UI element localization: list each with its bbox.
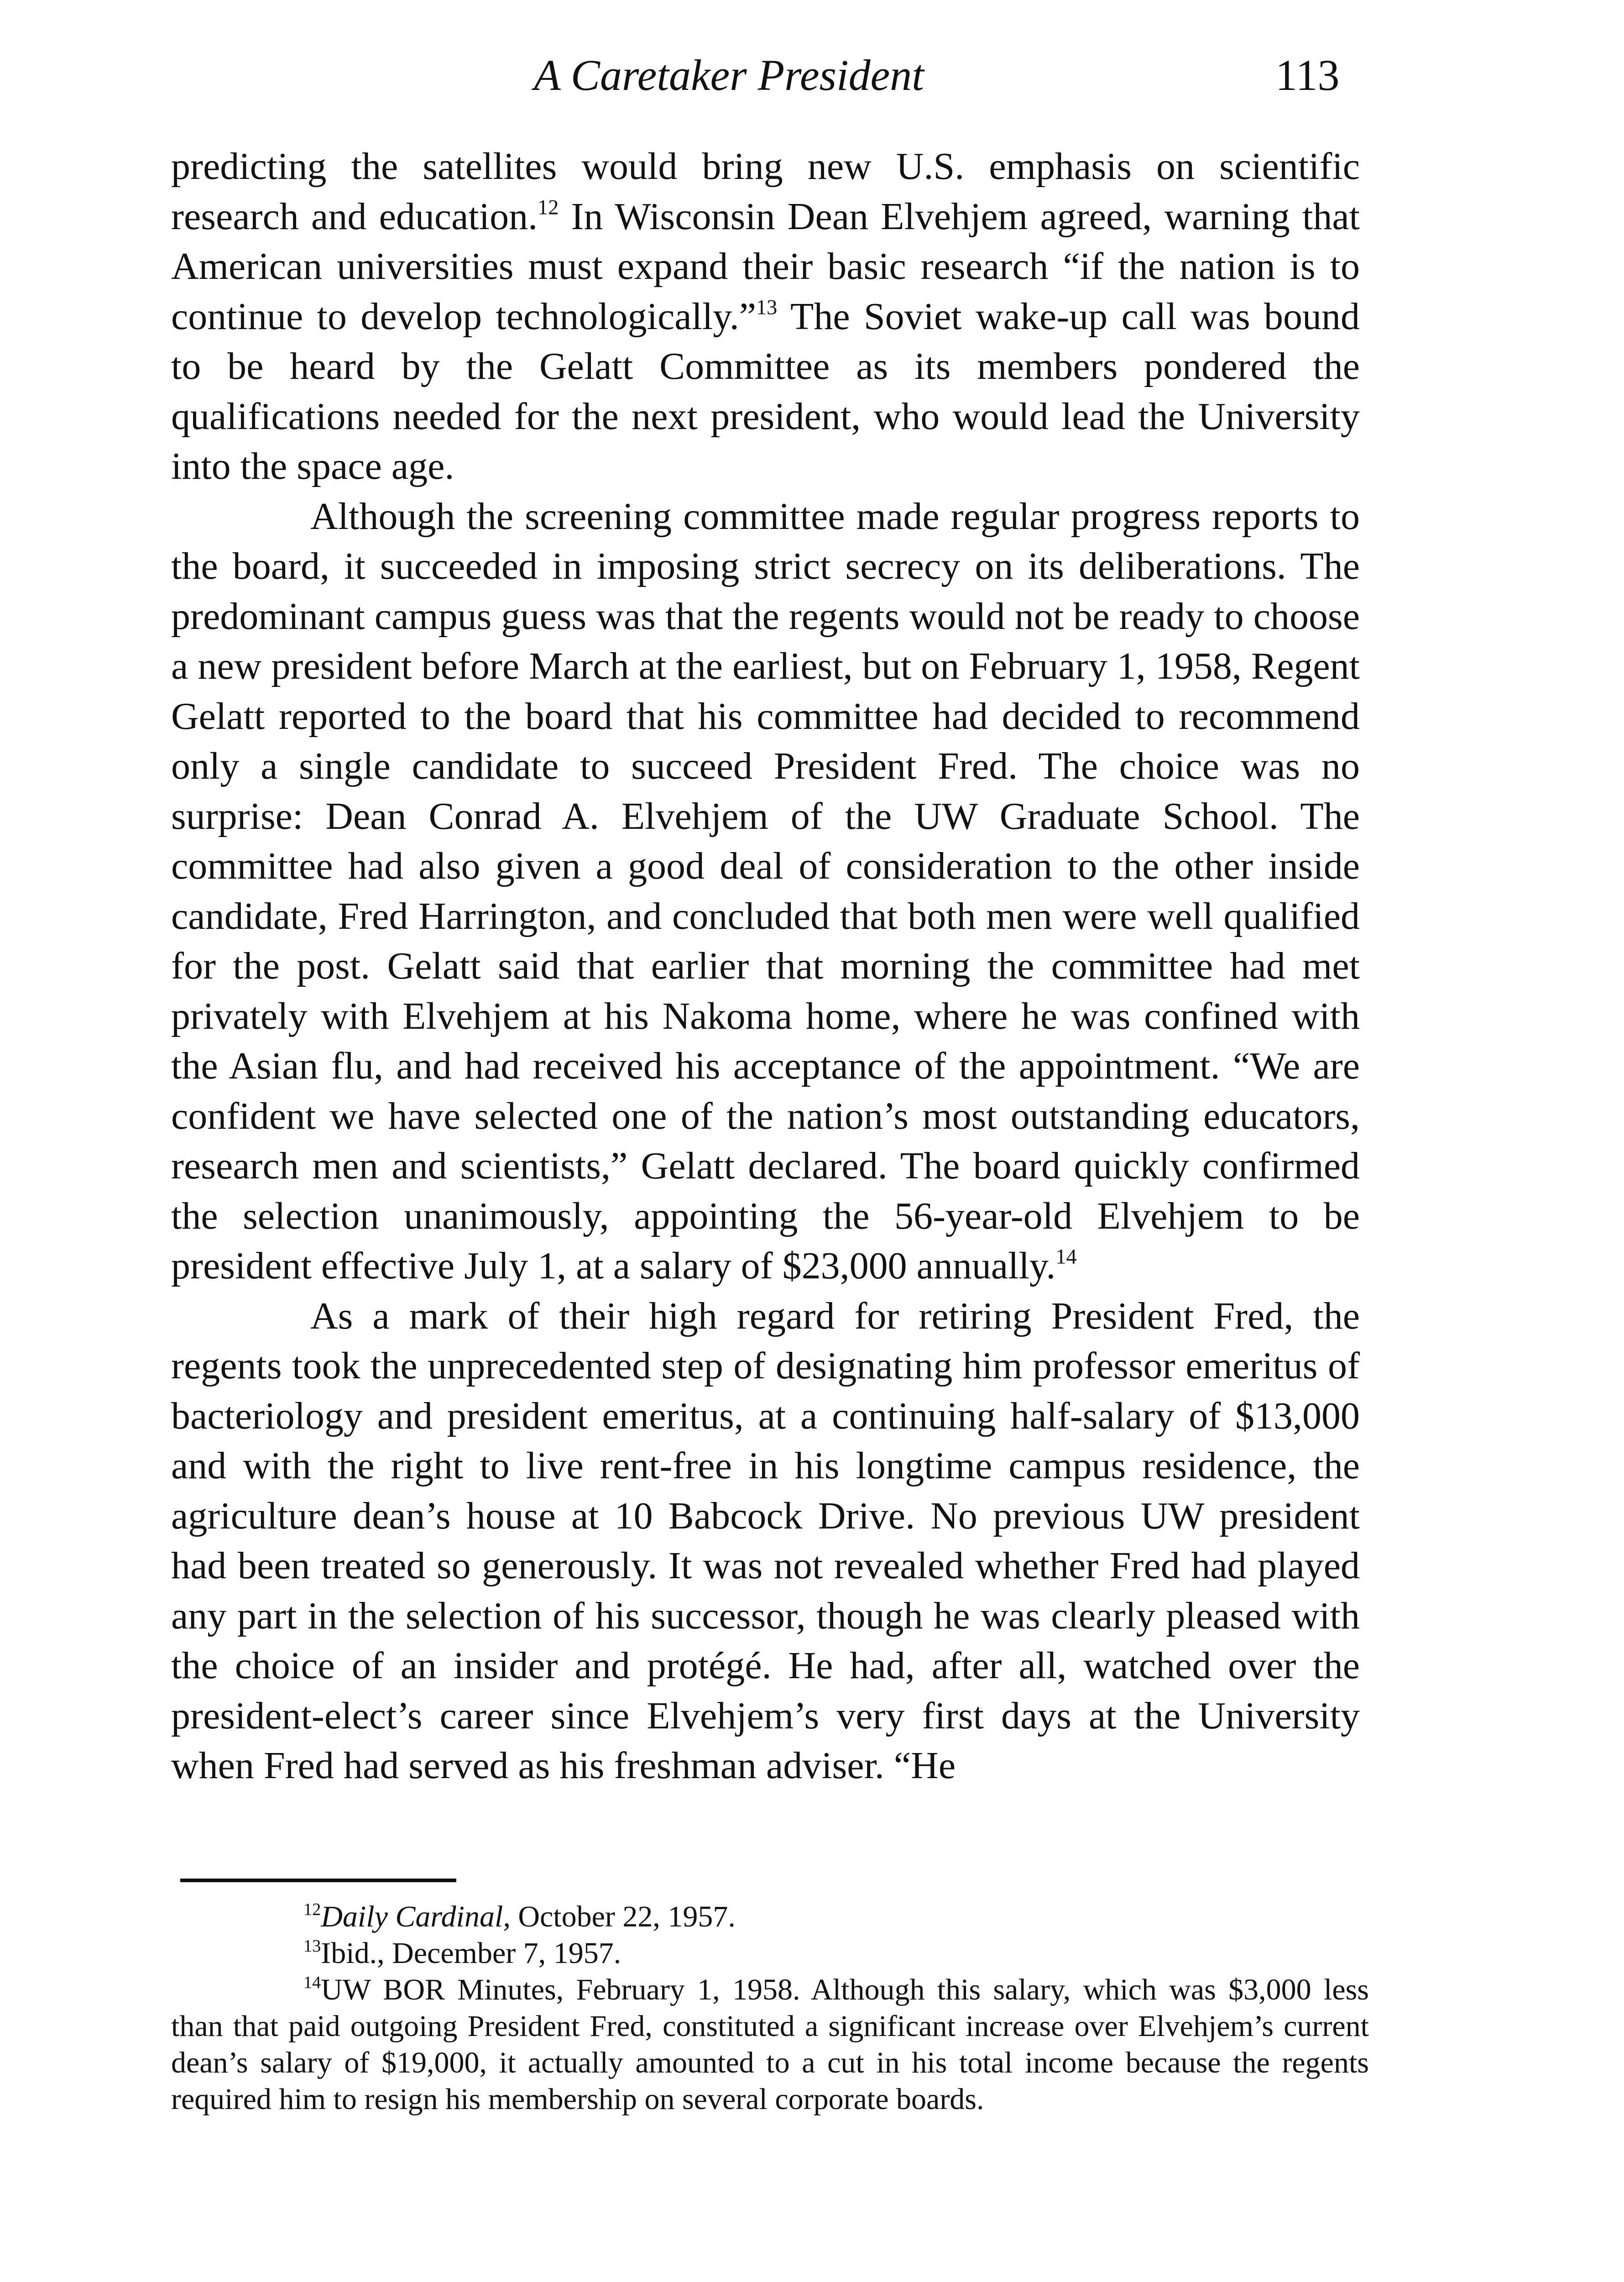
paragraph-1-part-b: In Wisconsin Dean Elvehjem agreed, warning that American universities must expand their basic research “if the nation is to continue to develop technologically.” [171,195,1360,338]
footnote-12-source: Daily Cardinal, [321,1900,511,1933]
paragraph-3-text: As a mark of their high regard for retiring President Fred, the regents took the unprecedented step of designating him professor emeritus of bacteriology and president emeritus, at a continuing half-salary of $13,000 and with the right to live rent-free in his longtime campus residence, the agriculture dean’s house at 10 Babcock Drive. No previous UW president had been treated so generously. It was not revealed whether Fred had played any part in the selection of his successor, though he was clearly pleased with the choice of an insider and protégé. He had, after all, watched over the president-elect’s career since Elvehjem’s very first days at the University when Fred had served as his freshman adviser. “He [171,1294,1360,1787]
paragraph-2-text: Although the screening committee made regular progress reports to the board, it succeeded in imposing strict secrecy on its deliberations. The predominant campus guess was that the regents would not be ready to choose a new president before March at the earliest, but on February 1, 1958, Regent Gelatt reported to the board that his committee had decided to recommend only a single candidate to succeed President Fred. The choice was no surprise: Dean Conrad A. Elvehjem of the UW Graduate School. The committee had also given a good deal of consideration to the other inside candidate, Fred Harrington, and concluded that both men were well qualified for the post. Gelatt said that earlier that morning the committee had met privately with Elvehjem at his Nakoma home, where he was confined with the Asian flu, and had received his acceptance of the appointment. “We are confident we have selected one of the nation’s most outstanding educators, research men and scientists,” Gelatt declared. The board quickly confirmed the selection unanimously, appointing the 56-year-old Elvehjem to be president effective July 1, at a salary of $23,000 annually. [171,495,1360,1287]
footnote-ref-13: 13 [756,295,778,319]
paragraph-1-part-a: predicting the satellites would bring new U.S. emphasis on scientific research and education. [171,145,1360,238]
paragraph-1 [171,141,1360,492]
page-number: 113 [1275,51,1340,99]
footnote-12 [171,1899,1369,1935]
footnote-marker-13: 13 [303,1937,321,1956]
footnote-divider [180,1879,456,1882]
footnotes [171,1899,1369,2118]
footnote-14-text: UW BOR Minutes, February 1, 1958. Although this salary, which was $3,000 less than that paid outgoing President Fred, constituted a significant increase over Elvehjem’s current dean’s salary of $19,000, it actually amounted to a cut in his total income because the regents required him to resign his membership on several corporate boards. [171,1973,1369,2116]
footnote-14 [171,1972,1369,2118]
footnote-12-text: October 22, 1957. [510,1900,736,1933]
running-title: A Caretaker President [534,51,924,99]
paragraph-2 [171,492,1360,1291]
footnote-marker-12: 12 [303,1900,321,1920]
paragraph-3 [171,1291,1360,1791]
footnote-ref-14: 14 [1055,1245,1077,1268]
running-header [0,48,1624,112]
body-text [171,141,1360,1791]
paragraph-1-part-c: The Soviet wake-up call was bound to be heard by the Gelatt Committee as its members pondered the qualifications needed for the next president, who would lead the University into the space age. [171,295,1360,487]
footnote-13 [171,1935,1369,1972]
footnote-13-text: Ibid., December 7, 1957. [321,1937,621,1970]
footnote-ref-12: 12 [538,195,559,219]
footnote-marker-14: 14 [303,1973,321,1993]
